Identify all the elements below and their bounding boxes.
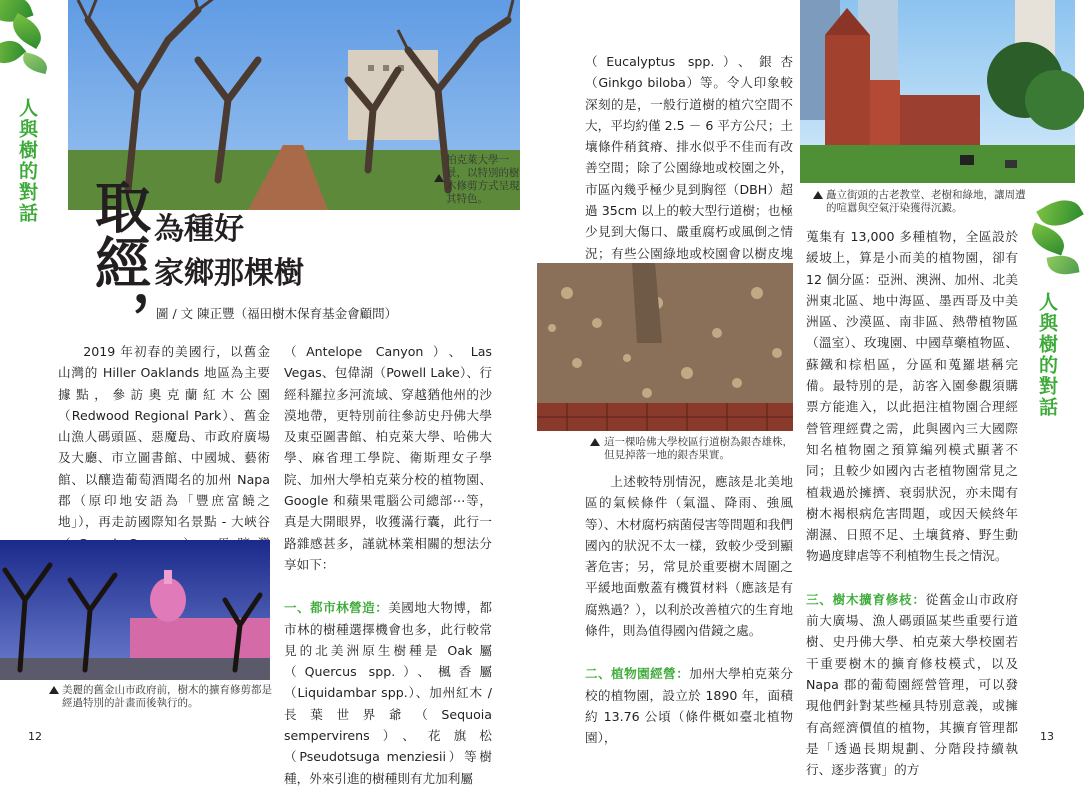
- caption-triangle-icon: [49, 686, 59, 694]
- caption-triangle-icon: [434, 174, 444, 182]
- article-title-line1: 為種好: [154, 212, 244, 247]
- photo2-caption: 美麗的舊金山市政府前，樹木的擴育修剪都是經過特別的計畫而後執行的。: [62, 684, 272, 709]
- page-number-left: 12: [28, 730, 42, 743]
- photo4-caption: 矗立街頭的古老教堂、老樹和綠地，讓周遭的喧囂與空氣汙染獲得沉澱。: [826, 189, 1026, 214]
- body-column-4: [806, 226, 1018, 780]
- body-column-3: [585, 51, 793, 285]
- article-title-big: 取經，: [86, 178, 152, 346]
- caption-triangle-icon: [813, 191, 823, 199]
- photo1-caption: 柏克萊大學一景，以特別的樹木修剪方式呈現其特色。: [446, 154, 520, 205]
- body-column-2: [284, 341, 492, 789]
- photo4-caption-block: [826, 189, 1026, 215]
- photo-church: [800, 0, 1075, 183]
- section1-text: 美國地大物博，都市林的樹種選擇機會也多，此行較常見的北美洲原生樹種是 Oak 屬（Quercus spp.）、楓香屬（Liquidambar spp.）、加州紅木 / 長葉世界爺（Sequoia sempervirens）、花旗松（Pseudotsuga menziesii）等樹種，外來引進的樹種則有尤加利屬: [284, 600, 493, 786]
- section2-paragraph: [585, 663, 793, 748]
- page-number-right: 13: [1040, 730, 1054, 743]
- section1-heading: 一、都市林營造：: [284, 600, 389, 616]
- photo2-caption-block: [62, 684, 272, 710]
- paragraph-intro-cont: （Antelope Canyon）、Las Vegas、包偉湖（Powell Lake）、行經科羅拉多河流域、穿越猶他州的沙漠地帶，更特別前往參訪史丹佛大學及東亞圖書館、柏克萊大學、哈佛大學、麻省理工學院、衛斯理女子學院、加州大學柏克萊分校的植物園、Google 和蘋果電腦公司總部⋯等，真是大開眼界，收獲滿行囊，此行一路雜感甚多，謹就林業相關的想法分享如下：: [284, 344, 492, 572]
- body-column-3-bottom: [585, 471, 793, 749]
- section1-paragraph: [284, 597, 492, 789]
- leaf-decoration-right: [1030, 200, 1075, 290]
- section2-text: 加州大學柏克萊分校的植物園，設立於 1890 年，面積約 13.76 公頃（條件概如臺北植物園），: [585, 666, 794, 746]
- byline: 圖 / 文 陳正豐（福田樹木保育基金會顧問）: [156, 306, 398, 321]
- section2-heading: 二、植物園經營：: [585, 666, 690, 682]
- leaf-decoration-top-left: [0, 0, 60, 80]
- section3-paragraph: [806, 589, 1018, 781]
- photo1-caption-block: [446, 154, 522, 206]
- section3-text: 從舊金山市政府前大廣場、漁人碼頭區某些重要行道樹、史丹佛大學、柏克萊大學校園若干重要樹木的擴育修枝模式，以及 Napa 郡的葡萄園經營管理，可以發現他們針對某些極具特別意義，或擁有高經濟價值的植物，其擴育管理都是「透過長期規劃、分階段持續執行、逐步落實」的方: [806, 591, 1019, 778]
- paragraph-climate: 上述較特別情況，應該是北美地區的氣候條件（氣溫、降雨、強風等）、木材腐朽病菌侵害等問題和我們國內的狀況不太一樣，致較少受到顯著危害；另，常見於重要樹木周圍之平緩地面敷蓋有機質材料（應該是有腐熟過？），以利於改善植穴的生育地條件，則為值得國內借鏡之處。: [585, 474, 793, 639]
- caption-triangle-icon: [590, 438, 600, 446]
- photo-city-hall: [0, 540, 270, 680]
- paragraph-botanic-garden: 蒐集有 13,000 多種植物，全區設於緩坡上，算是小而美的植物園，卻有 12 個分區：亞洲、澳洲、加州、北美洲東北區、地中海區、墨西哥及中美洲區、沙漠區、南非區、熱帶植物區（溫室）、玫瑰園、中國草藥植物區、蘇鐵和棕梠區，分區和蒐羅堪稱完備。最特別的是，訪客入園參觀須購票方能進入，以此挹注植物園合理經營管理經費之需，此與國內三大國際知名植物園之預算編列模式顯著不同；且較少如國內古老植物園常見之植栽過於擁擠、衰弱狀況，亦未聞有樹木褐根病危害問題，或因天候終年潮濕、日照不足、土壤貧瘠、野生動物過度肆虐等不利植物生長之情況。: [806, 229, 1018, 564]
- section3-heading: 三、樹木擴育修枝：: [806, 591, 926, 607]
- side-label-right: 人與樹的對話: [1036, 292, 1058, 418]
- paragraph-trees-cont: （Eucalyptus spp.）、銀杏（Ginkgo biloba）等。令人印象較深刻的是，一般行道樹的植穴空間不大，平均約僅 2.5 － 6 平方公尺；土壤條件稍貧瘠、排水似乎不佳而有改善空間；除了公園綠地或校園之外，市區內幾乎極少見到胸徑（DBH）超過 35cm 以上的較大型行道樹；也極少見到大傷口、嚴重腐朽或風倒之情況；有些公園綠地或校園會以樹皮塊: [585, 54, 793, 261]
- side-label-left: 人與樹的對話: [16, 98, 38, 224]
- photo-ginkgo-ground: [537, 263, 793, 431]
- article-title-line2: 家鄉那棵樹: [154, 256, 304, 291]
- photo3-caption-block: [604, 436, 794, 462]
- paragraph-intro: 2019 年初春的美國行，以舊金山灣的 Hiller Oaklands 地區為主要據點，參訪奧克蘭紅木公園（Redwood Regional Park）、舊金山漁人碼頭區、惡魔島、市政府廣場及大廳、市立圖書館、中國城、藝術館、以釀造葡萄酒聞名的加州 Napa 郡（原印地安語為「豐庶富饒之地」），再走訪國際知名景點 - 大峽谷: [58, 344, 270, 530]
- photo3-caption: 這一棵哈佛大學校區行道樹為銀杏雄株，但見掉落一地的銀杏果實。: [604, 436, 793, 461]
